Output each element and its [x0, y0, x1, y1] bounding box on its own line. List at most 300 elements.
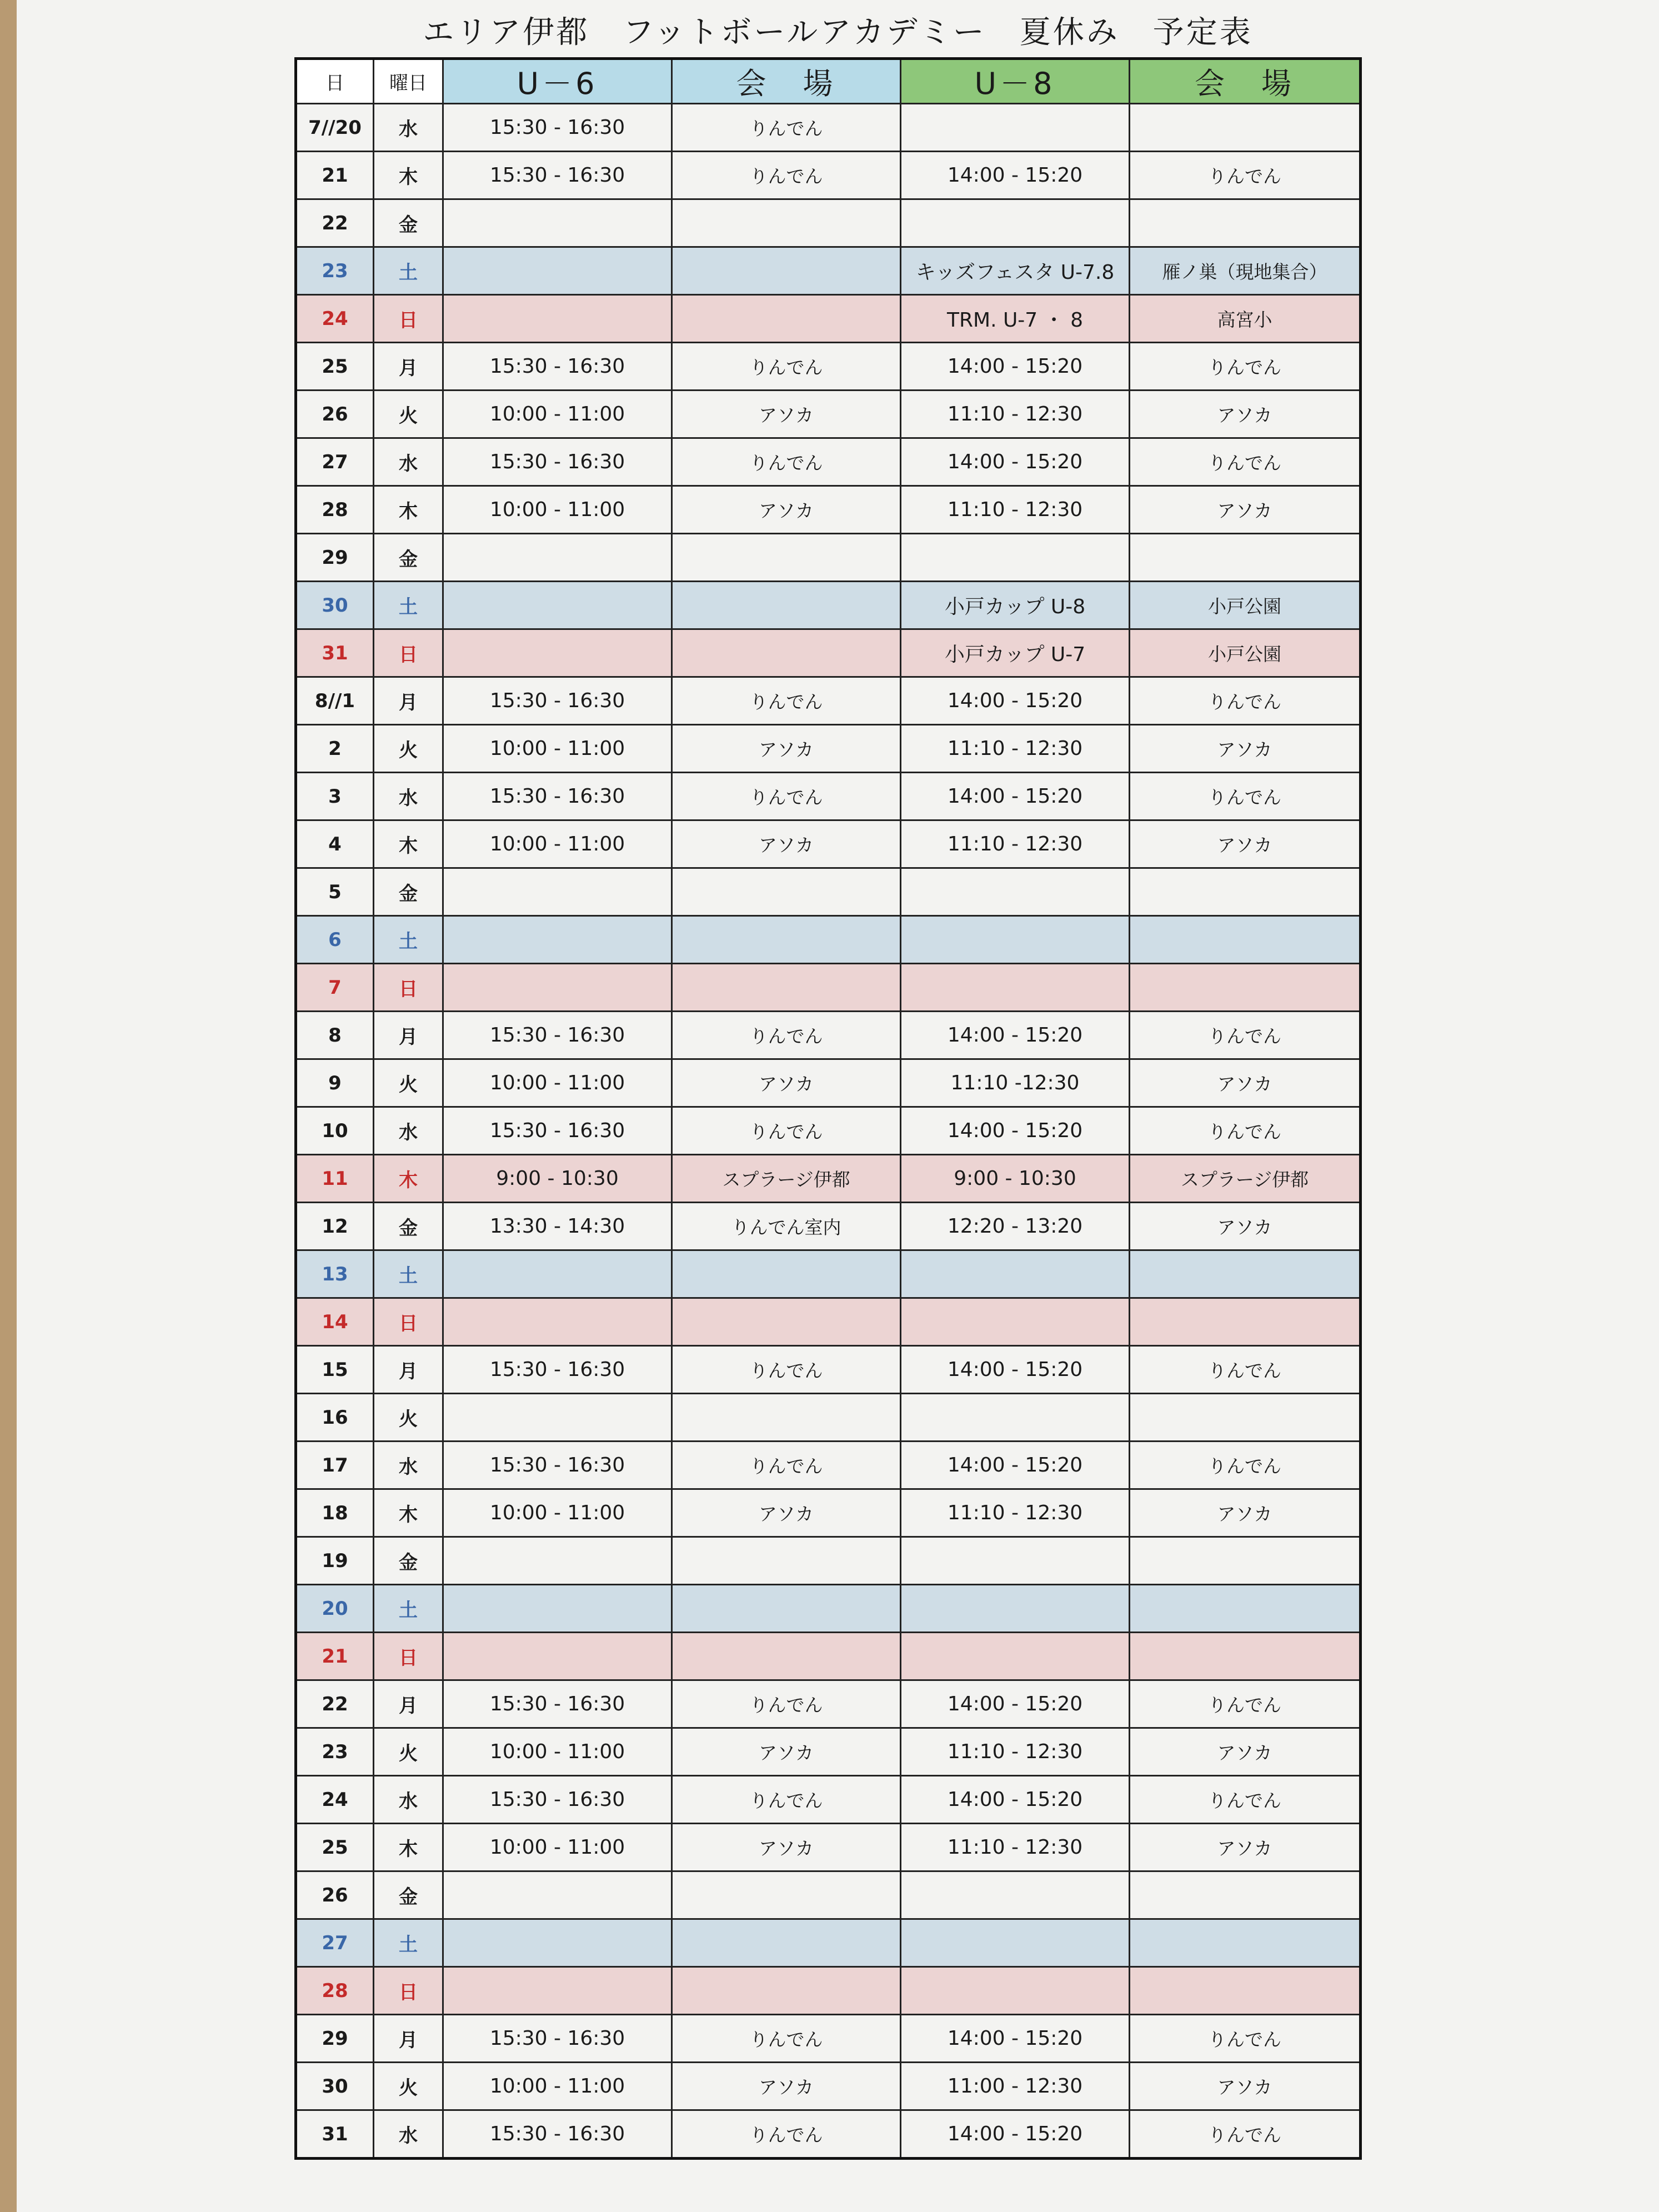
- u6-time-cell: 15:30 - 16:30: [443, 2015, 672, 2063]
- u8-venue-cell: [1130, 1585, 1361, 1633]
- u8-time-cell: 11:10 - 12:30: [901, 486, 1130, 534]
- u6-time-cell: 10:00 - 11:00: [443, 1728, 672, 1776]
- day-of-week-cell: 金: [374, 199, 443, 247]
- u6-venue-cell: りんでん: [672, 773, 901, 820]
- date-cell: 31: [296, 2110, 374, 2159]
- u8-venue-cell: [1130, 868, 1361, 916]
- u6-venue-cell: りんでん: [672, 2110, 901, 2159]
- table-row: [296, 152, 1361, 199]
- date-cell: 26: [296, 1871, 374, 1919]
- u8-venue-cell: アソカ: [1130, 1203, 1361, 1250]
- u8-time-cell: 小戸カップ U-7: [901, 629, 1130, 677]
- u8-time-cell: 14:00 - 15:20: [901, 2110, 1130, 2159]
- u6-venue-cell: [672, 1967, 901, 2015]
- day-of-week-cell: 日: [374, 629, 443, 677]
- u6-time-cell: [443, 1537, 672, 1585]
- u8-venue-cell: [1130, 1250, 1361, 1298]
- u6-venue-cell: りんでん室内: [672, 1203, 901, 1250]
- u6-time-cell: [443, 1298, 672, 1346]
- schedule-table: [294, 57, 1362, 2160]
- date-cell: 11: [296, 1155, 374, 1203]
- u8-time-cell: [901, 534, 1130, 582]
- date-cell: 29: [296, 534, 374, 582]
- u6-time-cell: 15:30 - 16:30: [443, 343, 672, 391]
- u8-venue-cell: アソカ: [1130, 391, 1361, 438]
- date-cell: 30: [296, 582, 374, 629]
- u8-venue-cell: [1130, 1298, 1361, 1346]
- date-cell: 28: [296, 486, 374, 534]
- table-row: [296, 1107, 1361, 1155]
- u6-venue-cell: アソカ: [672, 2063, 901, 2110]
- u6-venue-cell: アソカ: [672, 486, 901, 534]
- u8-venue-cell: 小戸公園: [1130, 629, 1361, 677]
- u8-time-cell: [901, 1298, 1130, 1346]
- u8-time-cell: 11:10 - 12:30: [901, 1824, 1130, 1871]
- u6-venue-cell: [672, 1585, 901, 1633]
- u8-venue-cell: 小戸公園: [1130, 582, 1361, 629]
- table-row: [296, 1728, 1361, 1776]
- u6-time-cell: 10:00 - 11:00: [443, 486, 672, 534]
- u6-venue-cell: [672, 534, 901, 582]
- date-cell: 4: [296, 820, 374, 868]
- u8-venue-cell: りんでん: [1130, 1680, 1361, 1728]
- day-of-week-cell: 月: [374, 677, 443, 725]
- table-row: [296, 868, 1361, 916]
- u8-time-cell: [901, 868, 1130, 916]
- date-cell: 21: [296, 152, 374, 199]
- u8-venue-cell: アソカ: [1130, 820, 1361, 868]
- u6-venue-cell: りんでん: [672, 1680, 901, 1728]
- table-row: [296, 1633, 1361, 1680]
- u8-venue-cell: [1130, 964, 1361, 1012]
- schedule-rows: [296, 104, 1361, 2159]
- u8-venue-cell: [1130, 916, 1361, 964]
- table-row: [296, 1871, 1361, 1919]
- day-of-week-cell: 月: [374, 2015, 443, 2063]
- day-of-week-cell: 土: [374, 1919, 443, 1967]
- table-row: [296, 1919, 1361, 1967]
- u6-venue-cell: アソカ: [672, 1728, 901, 1776]
- u6-venue-cell: アソカ: [672, 1489, 901, 1537]
- table-row: [296, 820, 1361, 868]
- table-row: [296, 1012, 1361, 1059]
- header-u6: U－6: [443, 59, 672, 104]
- u6-venue-cell: [672, 1394, 901, 1442]
- date-cell: 7//20: [296, 104, 374, 152]
- u8-time-cell: [901, 1585, 1130, 1633]
- table-row: [296, 104, 1361, 152]
- schedule-paper: [17, 0, 1659, 2212]
- u8-time-cell: 11:10 - 12:30: [901, 820, 1130, 868]
- u8-time-cell: [901, 1967, 1130, 2015]
- u8-venue-cell: [1130, 534, 1361, 582]
- day-of-week-cell: 月: [374, 1680, 443, 1728]
- u6-venue-cell: りんでん: [672, 1776, 901, 1824]
- u6-time-cell: [443, 964, 672, 1012]
- u8-venue-cell: りんでん: [1130, 1442, 1361, 1489]
- u8-venue-cell: アソカ: [1130, 1824, 1361, 1871]
- u8-venue-cell: りんでん: [1130, 677, 1361, 725]
- date-cell: 30: [296, 2063, 374, 2110]
- day-of-week-cell: 金: [374, 1203, 443, 1250]
- table-row: [296, 582, 1361, 629]
- u8-time-cell: [901, 104, 1130, 152]
- table-row: [296, 1967, 1361, 2015]
- day-of-week-cell: 火: [374, 725, 443, 773]
- u6-time-cell: [443, 1250, 672, 1298]
- date-cell: 24: [296, 1776, 374, 1824]
- day-of-week-cell: 木: [374, 1824, 443, 1871]
- day-of-week-cell: 日: [374, 295, 443, 343]
- day-of-week-cell: 日: [374, 1298, 443, 1346]
- u6-time-cell: [443, 247, 672, 295]
- u6-venue-cell: りんでん: [672, 677, 901, 725]
- u8-venue-cell: [1130, 1967, 1361, 2015]
- day-of-week-cell: 木: [374, 820, 443, 868]
- u6-venue-cell: [672, 1250, 901, 1298]
- day-of-week-cell: 木: [374, 1155, 443, 1203]
- u6-venue-cell: りんでん: [672, 1107, 901, 1155]
- date-cell: 20: [296, 1585, 374, 1633]
- u8-time-cell: 14:00 - 15:20: [901, 677, 1130, 725]
- u8-venue-cell: りんでん: [1130, 2110, 1361, 2159]
- u8-venue-cell: [1130, 199, 1361, 247]
- table-row: [296, 486, 1361, 534]
- u8-time-cell: 14:00 - 15:20: [901, 1442, 1130, 1489]
- day-of-week-cell: 土: [374, 247, 443, 295]
- u8-time-cell: 12:20 - 13:20: [901, 1203, 1130, 1250]
- u6-time-cell: 15:30 - 16:30: [443, 152, 672, 199]
- date-cell: 2: [296, 725, 374, 773]
- u6-time-cell: 10:00 - 11:00: [443, 1824, 672, 1871]
- date-cell: 3: [296, 773, 374, 820]
- day-of-week-cell: 火: [374, 2063, 443, 2110]
- day-of-week-cell: 土: [374, 1585, 443, 1633]
- u6-venue-cell: りんでん: [672, 438, 901, 486]
- u6-time-cell: [443, 1585, 672, 1633]
- u6-time-cell: 10:00 - 11:00: [443, 1489, 672, 1537]
- day-of-week-cell: 日: [374, 964, 443, 1012]
- u6-time-cell: 15:30 - 16:30: [443, 438, 672, 486]
- date-cell: 15: [296, 1346, 374, 1394]
- u8-time-cell: [901, 1919, 1130, 1967]
- u6-venue-cell: [672, 1298, 901, 1346]
- u6-time-cell: [443, 1871, 672, 1919]
- date-cell: 23: [296, 247, 374, 295]
- table-row: [296, 1250, 1361, 1298]
- u8-venue-cell: [1130, 1537, 1361, 1585]
- u6-time-cell: [443, 1967, 672, 2015]
- u8-time-cell: 14:00 - 15:20: [901, 1346, 1130, 1394]
- table-row: [296, 1537, 1361, 1585]
- day-of-week-cell: 土: [374, 916, 443, 964]
- day-of-week-cell: 金: [374, 868, 443, 916]
- table-row: [296, 629, 1361, 677]
- table-row: [296, 916, 1361, 964]
- u8-venue-cell: りんでん: [1130, 343, 1361, 391]
- u6-time-cell: [443, 629, 672, 677]
- day-of-week-cell: 水: [374, 2110, 443, 2159]
- u6-venue-cell: [672, 629, 901, 677]
- u6-venue-cell: [672, 295, 901, 343]
- u8-venue-cell: [1130, 104, 1361, 152]
- u8-time-cell: [901, 1871, 1130, 1919]
- u6-time-cell: [443, 582, 672, 629]
- u6-venue-cell: りんでん: [672, 1346, 901, 1394]
- u8-venue-cell: アソカ: [1130, 1059, 1361, 1107]
- u8-time-cell: 14:00 - 15:20: [901, 438, 1130, 486]
- u8-venue-cell: [1130, 1919, 1361, 1967]
- table-row: [296, 773, 1361, 820]
- u8-venue-cell: [1130, 1633, 1361, 1680]
- table-row: [296, 677, 1361, 725]
- table-row: [296, 391, 1361, 438]
- u6-venue-cell: [672, 1919, 901, 1967]
- day-of-week-cell: 木: [374, 486, 443, 534]
- u6-venue-cell: アソカ: [672, 391, 901, 438]
- day-of-week-cell: 火: [374, 391, 443, 438]
- date-cell: 22: [296, 1680, 374, 1728]
- u8-time-cell: [901, 1250, 1130, 1298]
- date-cell: 25: [296, 1824, 374, 1871]
- u8-venue-cell: [1130, 1871, 1361, 1919]
- header-u8-venue: 会 場: [1130, 59, 1361, 104]
- u6-time-cell: [443, 534, 672, 582]
- date-cell: 21: [296, 1633, 374, 1680]
- u8-venue-cell: アソカ: [1130, 1489, 1361, 1537]
- day-of-week-cell: 火: [374, 1059, 443, 1107]
- u8-venue-cell: りんでん: [1130, 2015, 1361, 2063]
- day-of-week-cell: 火: [374, 1728, 443, 1776]
- u6-venue-cell: アソカ: [672, 1059, 901, 1107]
- u6-time-cell: [443, 295, 672, 343]
- date-cell: 7: [296, 964, 374, 1012]
- u6-time-cell: 15:30 - 16:30: [443, 677, 672, 725]
- table-row: [296, 1155, 1361, 1203]
- table-row: [296, 1585, 1361, 1633]
- table-row: [296, 438, 1361, 486]
- date-cell: 10: [296, 1107, 374, 1155]
- u6-time-cell: [443, 1394, 672, 1442]
- u8-venue-cell: [1130, 1394, 1361, 1442]
- u8-venue-cell: スプラージ伊都: [1130, 1155, 1361, 1203]
- table-header-row: [296, 59, 1361, 104]
- header-day-of-week: 曜日: [374, 59, 443, 104]
- u6-venue-cell: [672, 582, 901, 629]
- u8-time-cell: TRM. U-7 ・ 8: [901, 295, 1130, 343]
- u6-time-cell: 10:00 - 11:00: [443, 820, 672, 868]
- date-cell: 12: [296, 1203, 374, 1250]
- u8-time-cell: 11:00 - 12:30: [901, 2063, 1130, 2110]
- u6-time-cell: 13:30 - 14:30: [443, 1203, 672, 1250]
- day-of-week-cell: 金: [374, 1537, 443, 1585]
- day-of-week-cell: 水: [374, 1107, 443, 1155]
- u6-time-cell: [443, 1919, 672, 1967]
- day-of-week-cell: 土: [374, 1250, 443, 1298]
- day-of-week-cell: 水: [374, 104, 443, 152]
- u8-time-cell: 11:10 -12:30: [901, 1059, 1130, 1107]
- u8-time-cell: 14:00 - 15:20: [901, 1107, 1130, 1155]
- day-of-week-cell: 日: [374, 1633, 443, 1680]
- day-of-week-cell: 水: [374, 1442, 443, 1489]
- table-row: [296, 964, 1361, 1012]
- u6-time-cell: [443, 1633, 672, 1680]
- u6-venue-cell: りんでん: [672, 1012, 901, 1059]
- u8-venue-cell: 高宮小: [1130, 295, 1361, 343]
- u8-venue-cell: りんでん: [1130, 438, 1361, 486]
- table-row: [296, 1776, 1361, 1824]
- table-row: [296, 1680, 1361, 1728]
- u8-time-cell: [901, 1537, 1130, 1585]
- u6-venue-cell: スプラージ伊都: [672, 1155, 901, 1203]
- u8-venue-cell: アソカ: [1130, 1728, 1361, 1776]
- table-row: [296, 295, 1361, 343]
- u6-time-cell: 10:00 - 11:00: [443, 1059, 672, 1107]
- u8-time-cell: [901, 964, 1130, 1012]
- date-cell: 26: [296, 391, 374, 438]
- day-of-week-cell: 月: [374, 1346, 443, 1394]
- u6-time-cell: 10:00 - 11:00: [443, 391, 672, 438]
- u6-venue-cell: アソカ: [672, 725, 901, 773]
- date-cell: 16: [296, 1394, 374, 1442]
- u6-time-cell: 15:30 - 16:30: [443, 2110, 672, 2159]
- u6-venue-cell: りんでん: [672, 2015, 901, 2063]
- u6-time-cell: 10:00 - 11:00: [443, 2063, 672, 2110]
- header-u8: U－8: [901, 59, 1130, 104]
- table-row: [296, 199, 1361, 247]
- u8-venue-cell: アソカ: [1130, 725, 1361, 773]
- u8-venue-cell: りんでん: [1130, 773, 1361, 820]
- u8-time-cell: 14:00 - 15:20: [901, 2015, 1130, 2063]
- day-of-week-cell: 日: [374, 1967, 443, 2015]
- header-date: 日: [296, 59, 374, 104]
- day-of-week-cell: 水: [374, 1776, 443, 1824]
- u8-time-cell: キッズフェスタ U-7.8: [901, 247, 1130, 295]
- u8-time-cell: 11:10 - 12:30: [901, 1489, 1130, 1537]
- table-row: [296, 2110, 1361, 2159]
- table-row: [296, 247, 1361, 295]
- date-cell: 6: [296, 916, 374, 964]
- date-cell: 13: [296, 1250, 374, 1298]
- page-title: エリア伊都 フットボールアカデミー 夏休み 予定表: [423, 14, 1253, 51]
- day-of-week-cell: 金: [374, 534, 443, 582]
- date-cell: 14: [296, 1298, 374, 1346]
- table-row: [296, 1442, 1361, 1489]
- day-of-week-cell: 土: [374, 582, 443, 629]
- date-cell: 29: [296, 2015, 374, 2063]
- date-cell: 28: [296, 1967, 374, 2015]
- date-cell: 23: [296, 1728, 374, 1776]
- u6-venue-cell: [672, 916, 901, 964]
- u8-time-cell: [901, 1633, 1130, 1680]
- u6-venue-cell: [672, 868, 901, 916]
- u8-time-cell: 14:00 - 15:20: [901, 343, 1130, 391]
- u6-venue-cell: アソカ: [672, 820, 901, 868]
- table-row: [296, 1489, 1361, 1537]
- date-cell: 27: [296, 1919, 374, 1967]
- day-of-week-cell: 木: [374, 1489, 443, 1537]
- header-u6-venue: 会 場: [672, 59, 901, 104]
- date-cell: 31: [296, 629, 374, 677]
- day-of-week-cell: 火: [374, 1394, 443, 1442]
- date-cell: 25: [296, 343, 374, 391]
- u6-time-cell: 15:30 - 16:30: [443, 773, 672, 820]
- table-row: [296, 343, 1361, 391]
- u6-venue-cell: [672, 199, 901, 247]
- day-of-week-cell: 木: [374, 152, 443, 199]
- u6-venue-cell: りんでん: [672, 343, 901, 391]
- table-row: [296, 725, 1361, 773]
- u6-time-cell: 15:30 - 16:30: [443, 1346, 672, 1394]
- table-row: [296, 2063, 1361, 2110]
- table-row: [296, 534, 1361, 582]
- u8-time-cell: 14:00 - 15:20: [901, 1012, 1130, 1059]
- u6-time-cell: 15:30 - 16:30: [443, 1776, 672, 1824]
- date-cell: 9: [296, 1059, 374, 1107]
- u8-time-cell: [901, 1394, 1130, 1442]
- u6-venue-cell: [672, 1633, 901, 1680]
- u8-time-cell: 小戸カップ U-8: [901, 582, 1130, 629]
- day-of-week-cell: 月: [374, 343, 443, 391]
- date-cell: 22: [296, 199, 374, 247]
- table-row: [296, 1394, 1361, 1442]
- u6-time-cell: 15:30 - 16:30: [443, 1442, 672, 1489]
- u6-time-cell: 10:00 - 11:00: [443, 725, 672, 773]
- u8-time-cell: 14:00 - 15:20: [901, 152, 1130, 199]
- u6-venue-cell: アソカ: [672, 1824, 901, 1871]
- table-row: [296, 1346, 1361, 1394]
- u6-venue-cell: りんでん: [672, 152, 901, 199]
- table-row: [296, 1298, 1361, 1346]
- u8-venue-cell: アソカ: [1130, 486, 1361, 534]
- u8-time-cell: 14:00 - 15:20: [901, 773, 1130, 820]
- u6-venue-cell: [672, 247, 901, 295]
- date-cell: 17: [296, 1442, 374, 1489]
- date-cell: 19: [296, 1537, 374, 1585]
- date-cell: 5: [296, 868, 374, 916]
- date-cell: 8//1: [296, 677, 374, 725]
- u6-time-cell: 15:30 - 16:30: [443, 1012, 672, 1059]
- u6-time-cell: [443, 916, 672, 964]
- u6-time-cell: 15:30 - 16:30: [443, 104, 672, 152]
- u6-venue-cell: [672, 1537, 901, 1585]
- u8-venue-cell: 雁ノ巣（現地集合）: [1130, 247, 1361, 295]
- day-of-week-cell: 水: [374, 773, 443, 820]
- u6-venue-cell: [672, 964, 901, 1012]
- u8-venue-cell: アソカ: [1130, 2063, 1361, 2110]
- u6-venue-cell: [672, 1871, 901, 1919]
- table-row: [296, 1824, 1361, 1871]
- u8-time-cell: 14:00 - 15:20: [901, 1776, 1130, 1824]
- u8-venue-cell: りんでん: [1130, 1776, 1361, 1824]
- u8-time-cell: 9:00 - 10:30: [901, 1155, 1130, 1203]
- u8-venue-cell: りんでん: [1130, 1107, 1361, 1155]
- u8-time-cell: 11:10 - 12:30: [901, 1728, 1130, 1776]
- u8-venue-cell: りんでん: [1130, 152, 1361, 199]
- u8-time-cell: 11:10 - 12:30: [901, 391, 1130, 438]
- u8-time-cell: 11:10 - 12:30: [901, 725, 1130, 773]
- table-row: [296, 1059, 1361, 1107]
- table-row: [296, 2015, 1361, 2063]
- date-cell: 27: [296, 438, 374, 486]
- u6-venue-cell: りんでん: [672, 1442, 901, 1489]
- u6-time-cell: 15:30 - 16:30: [443, 1680, 672, 1728]
- date-cell: 8: [296, 1012, 374, 1059]
- u6-time-cell: 9:00 - 10:30: [443, 1155, 672, 1203]
- day-of-week-cell: 水: [374, 438, 443, 486]
- u8-venue-cell: りんでん: [1130, 1012, 1361, 1059]
- date-cell: 18: [296, 1489, 374, 1537]
